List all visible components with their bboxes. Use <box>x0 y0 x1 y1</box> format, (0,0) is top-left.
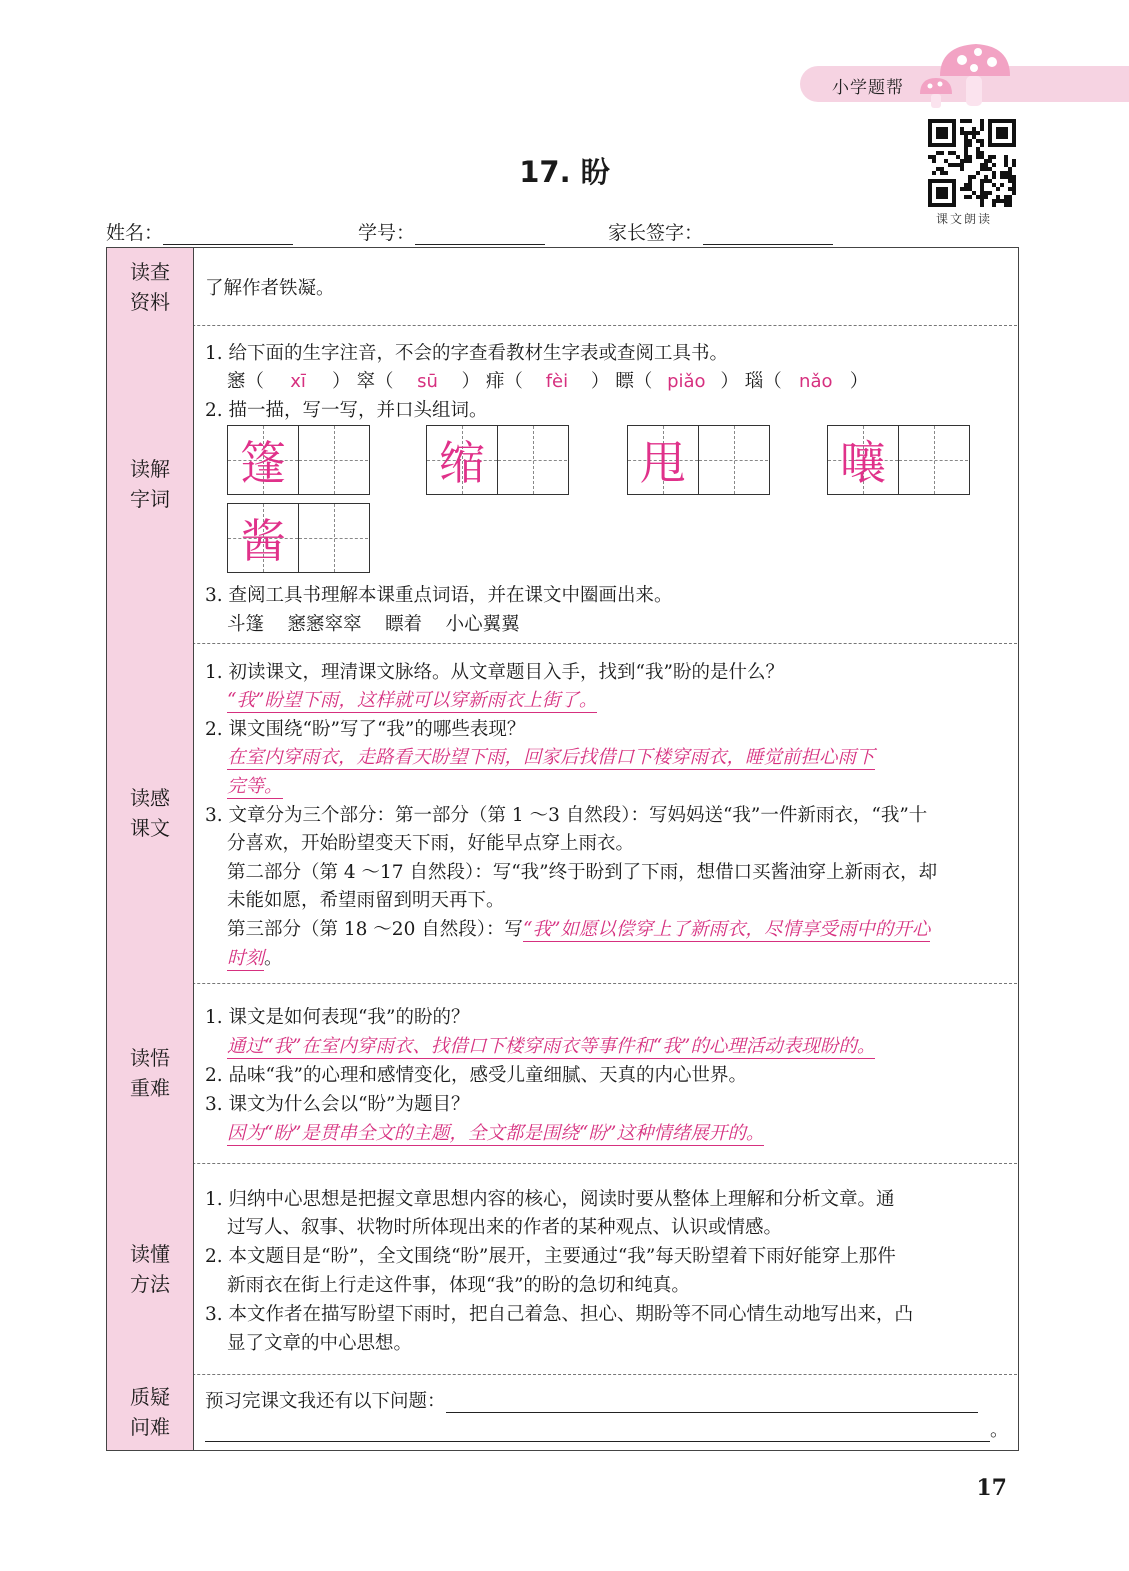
row-label: 读感 课文 <box>107 643 194 983</box>
writing-grid[interactable]: 甩 <box>627 425 770 495</box>
row-methods <box>107 1163 1017 1375</box>
body-text: 第二部分（第 4 ～17 自然段）：写“我”终于盼到了下雨，想借口买酱油穿上新雨衣，却 <box>227 862 938 883</box>
body-text: 显了文章的中心思想。 <box>227 1333 413 1354</box>
question-text: 2. 课文围绕“盼”写了“我”的哪些表现？ <box>205 719 526 740</box>
worksheet-table <box>106 247 1019 1451</box>
pinyin-item: 窣（ sū ） <box>356 371 480 392</box>
row-key-points <box>107 983 1017 1164</box>
body-text: 过写人、叙事、状物时所体现出来的作者的某种观点、认识或情感。 <box>227 1217 783 1238</box>
row-label: 读解 字词 <box>107 325 194 643</box>
mushroom-icon <box>918 38 1018 110</box>
answer-text: 时刻 <box>227 948 265 969</box>
answer-text: “我”盼望下雨，这样就可以穿新雨衣上街了。 <box>227 690 598 711</box>
qr-caption: 课文朗读 <box>936 212 993 226</box>
word-list: 斗篷 窸窸窣窣 瞟着 小心翼翼 <box>227 614 520 635</box>
writing-grid[interactable]: 酱 <box>227 503 370 573</box>
answer-text: 因为“盼”是贯串全文的主题，全文都是围绕“盼”这种情绪展开的。 <box>227 1123 765 1144</box>
question-text: 1. 给下面的生字注音，不会的字查看教材生字表或查阅工具书。 <box>205 343 729 364</box>
answer-text: 完等。 <box>227 776 283 797</box>
row-vocabulary <box>107 325 1017 644</box>
writing-grid[interactable]: 缩 <box>426 425 569 495</box>
body-text: 分喜欢，开始盼望变天下雨，好能早点穿上雨衣。 <box>227 833 635 854</box>
row-reading <box>107 643 1017 984</box>
body-text: 3. 本文作者在描写盼望下雨时，把自己着急、担心、期盼等不同心情生动地写出来，凸 <box>205 1304 914 1325</box>
pinyin-item: 瑙（ nǎo ） <box>744 371 869 392</box>
question-text: 3. 查阅工具书理解本课重点词语，并在课文中圈画出来。 <box>205 585 673 606</box>
row-research <box>107 248 1017 326</box>
brand-label: 小学题帮 <box>832 78 904 98</box>
row-label: 质疑 问难 <box>107 1374 194 1450</box>
answer-text: “我”如愿以偿穿上了新雨衣，尽情享受雨中的开心 <box>522 919 931 940</box>
question-text: 2. 品味“我”的心理和感情变化，感受儿童细腻、天真的内心世界。 <box>205 1065 747 1086</box>
answer-text: 在室内穿雨衣，走路看天盼望下雨，回家后找借口下楼穿雨衣，睡觉前担心雨下 <box>227 747 875 768</box>
student-id-field: 学号： <box>358 218 545 245</box>
pinyin-item: 痱（ fèi ） <box>485 371 610 392</box>
question-text: 3. 文章分为三个部分：第一部分（第 1 ～3 自然段）：写妈妈送“我”一件新雨衣，“我”十 <box>205 805 928 826</box>
page-number: 17 <box>976 1475 1007 1501</box>
body-text: 时刻。 <box>227 948 283 969</box>
pinyin-list <box>227 367 868 393</box>
body-text: 未能如愿，希望雨留到明天再下。 <box>227 890 505 911</box>
page-title: 17. 盼 <box>519 155 610 189</box>
pinyin-item: 窸（ xī ） <box>227 371 351 392</box>
body-text: 1. 归纳中心思想是把握文章思想内容的核心，阅读时要从整体上理解和分析文章。通 <box>205 1189 895 1210</box>
writing-grid[interactable]: 嚷 <box>827 425 970 495</box>
question-prompt: 预习完课文我还有以下问题： <box>205 1387 978 1413</box>
body-text: 2. 本文题目是“盼”，全文围绕“盼”展开，主要通过“我”每天盼望着下雨好能穿上那件 <box>205 1246 896 1267</box>
row-label: 读懂 方法 <box>107 1163 194 1374</box>
research-text: 了解作者铁凝。 <box>205 278 335 299</box>
row-label: 读悟 重难 <box>107 983 194 1163</box>
question-text: 1. 初读课文，理清课文脉络。从文章题目入手，找到“我”盼的是什么？ <box>205 662 784 683</box>
body-text: 第三部分（第 18 ～20 自然段）：写“我”如愿以偿穿上了新雨衣，尽情享受雨中的开心 <box>227 919 931 940</box>
answer-line[interactable]: 。 <box>205 1416 1009 1442</box>
question-text: 2. 描一描，写一写，并口头组词。 <box>205 400 488 421</box>
question-text: 3. 课文为什么会以“盼”为题目？ <box>205 1094 470 1115</box>
name-field: 姓名： <box>106 218 293 245</box>
body-text: 新雨衣在街上行走这件事，体现“我”的盼的急切和纯真。 <box>227 1275 690 1296</box>
row-label: 读查 资料 <box>107 248 194 325</box>
row-questions <box>107 1374 1017 1450</box>
writing-grid[interactable]: 篷 <box>227 425 370 495</box>
question-text: 1. 课文是如何表现“我”的盼的？ <box>205 1007 470 1028</box>
pinyin-item: 瞟（ piǎo ） <box>615 371 739 392</box>
parent-signature-field: 家长签字： <box>608 218 833 245</box>
answer-text: 通过“我”在室内穿雨衣、找借口下楼穿雨衣等事件和“我”的心理活动表现盼的。 <box>227 1036 876 1057</box>
